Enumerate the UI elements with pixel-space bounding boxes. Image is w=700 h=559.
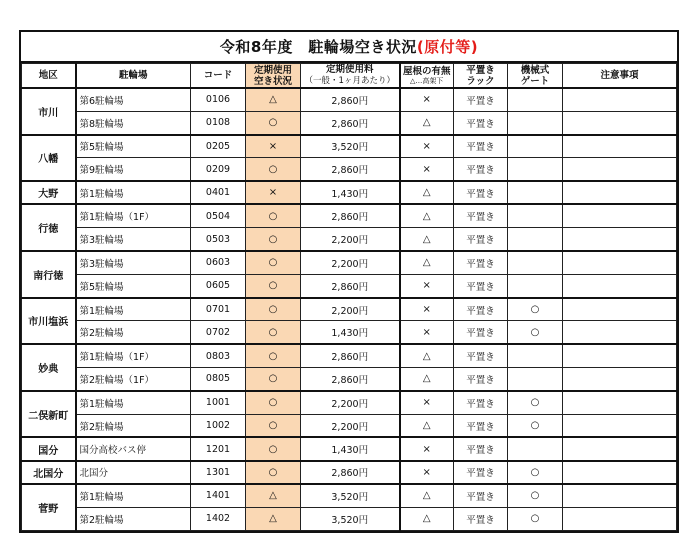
gate-status: ○ xyxy=(508,507,563,530)
table-row xyxy=(22,507,677,530)
parking-name: 第9駐輪場 xyxy=(76,158,191,181)
district-cell: 大野 xyxy=(22,181,76,204)
parking-code: 0401 xyxy=(191,181,246,204)
gate-status xyxy=(508,344,563,367)
monthly-fee: 2,860円 xyxy=(301,344,400,367)
rack-type: 平置き xyxy=(454,391,508,414)
gate-status xyxy=(508,135,563,158)
header-roof xyxy=(400,64,454,89)
table-row xyxy=(22,368,677,391)
notes-cell xyxy=(563,391,677,414)
table-row xyxy=(22,135,677,158)
table-row xyxy=(22,437,677,460)
rack-type: 平置き xyxy=(454,344,508,367)
roof-status: △ xyxy=(400,368,454,391)
parking-name: 第1駐輪場 xyxy=(76,298,191,321)
header-roof-line1: 屋根の有無 xyxy=(402,65,451,77)
roof-status: △ xyxy=(400,414,454,437)
header-price-line1: 定期使用料 xyxy=(325,64,374,75)
rack-type: 平置き xyxy=(454,181,508,204)
table-row xyxy=(22,251,677,274)
parking-name: 第1駐輪場 xyxy=(76,484,191,507)
header-notes: 注意事項 xyxy=(563,64,677,89)
availability-status: △ xyxy=(246,88,301,111)
roof-status: △ xyxy=(400,181,454,204)
parking-name: 第2駐輪場 xyxy=(76,321,191,344)
parking-code: 1002 xyxy=(191,414,246,437)
parking-name: 第1駐輪場（1F） xyxy=(76,204,191,227)
parking-code: 0504 xyxy=(191,204,246,227)
availability-table xyxy=(21,63,677,531)
parking-code: 1301 xyxy=(191,461,246,484)
gate-status: ○ xyxy=(508,484,563,507)
notes-cell xyxy=(563,321,677,344)
availability-sheet xyxy=(19,30,679,533)
rack-type: 平置き xyxy=(454,507,508,530)
gate-status xyxy=(508,204,563,227)
notes-cell xyxy=(563,228,677,251)
parking-name: 第2駐輪場 xyxy=(76,414,191,437)
roof-status: △ xyxy=(400,484,454,507)
roof-status: △ xyxy=(400,507,454,530)
parking-code: 0106 xyxy=(191,88,246,111)
table-row xyxy=(22,321,677,344)
district-cell: 八幡 xyxy=(22,135,76,182)
availability-status: ○ xyxy=(246,414,301,437)
parking-code: 1001 xyxy=(191,391,246,414)
district-cell: 国分 xyxy=(22,437,76,460)
header-flat-line2: ラック xyxy=(466,75,495,87)
district-cell: 菅野 xyxy=(22,484,76,531)
availability-status: ○ xyxy=(246,368,301,391)
district-cell: 妙典 xyxy=(22,344,76,391)
header-gate-line1: 機械式 xyxy=(520,64,550,76)
rack-type: 平置き xyxy=(454,111,508,134)
parking-code: 0205 xyxy=(191,135,246,158)
monthly-fee: 1,430円 xyxy=(301,437,400,460)
parking-name: 第1駐輪場 xyxy=(76,181,191,204)
table-row xyxy=(22,461,677,484)
parking-name: 第1駐輪場 xyxy=(76,391,191,414)
header-gate xyxy=(508,64,563,89)
roof-status: × xyxy=(400,437,454,460)
gate-status xyxy=(508,251,563,274)
table-row xyxy=(22,204,677,227)
table-row xyxy=(22,181,677,204)
parking-code: 0803 xyxy=(191,344,246,367)
parking-name: 第3駐輪場 xyxy=(76,251,191,274)
monthly-fee: 2,860円 xyxy=(301,368,400,391)
rack-type: 平置き xyxy=(454,204,508,227)
roof-status: × xyxy=(400,298,454,321)
notes-cell xyxy=(563,111,677,134)
availability-status: ○ xyxy=(246,391,301,414)
title-main: 令和8年度 駐輪場空き状況 xyxy=(219,38,417,56)
gate-status: ○ xyxy=(508,321,563,344)
roof-status: △ xyxy=(400,251,454,274)
parking-code: 0702 xyxy=(191,321,246,344)
table-body xyxy=(22,88,677,531)
gate-status xyxy=(508,181,563,204)
notes-cell xyxy=(563,251,677,274)
parking-name: 第1駐輪場（1F） xyxy=(76,344,191,367)
rack-type: 平置き xyxy=(454,88,508,111)
availability-status: ○ xyxy=(246,158,301,181)
district-cell: 市川 xyxy=(22,88,76,135)
roof-status: △ xyxy=(400,204,454,227)
notes-cell xyxy=(563,88,677,111)
notes-cell xyxy=(563,437,677,460)
gate-status xyxy=(508,158,563,181)
notes-cell xyxy=(563,461,677,484)
roof-status: × xyxy=(400,321,454,344)
parking-name: 第6駐輪場 xyxy=(76,88,191,111)
parking-code: 0805 xyxy=(191,368,246,391)
notes-cell xyxy=(563,507,677,530)
header-name: 駐輪場 xyxy=(76,64,191,89)
rack-type: 平置き xyxy=(454,228,508,251)
parking-name: 国分高校バス停 xyxy=(76,437,191,460)
monthly-fee: 2,200円 xyxy=(301,298,400,321)
gate-status xyxy=(508,228,563,251)
gate-status: ○ xyxy=(508,391,563,414)
header-roof-line2: △…高架下 xyxy=(410,76,444,85)
parking-name: 第2駐輪場（1F） xyxy=(76,368,191,391)
district-cell: 市川塩浜 xyxy=(22,298,76,345)
notes-cell xyxy=(563,181,677,204)
monthly-fee: 3,520円 xyxy=(301,135,400,158)
table-row xyxy=(22,391,677,414)
monthly-fee: 2,200円 xyxy=(301,228,400,251)
roof-status: × xyxy=(400,135,454,158)
availability-status: ○ xyxy=(246,437,301,460)
rack-type: 平置き xyxy=(454,321,508,344)
table-row xyxy=(22,228,677,251)
roof-status: △ xyxy=(400,111,454,134)
parking-code: 0605 xyxy=(191,274,246,297)
rack-type: 平置き xyxy=(454,368,508,391)
notes-cell xyxy=(563,298,677,321)
notes-cell xyxy=(563,484,677,507)
gate-status: ○ xyxy=(508,461,563,484)
table-row xyxy=(22,414,677,437)
rack-type: 平置き xyxy=(454,484,508,507)
parking-name: 第5駐輪場 xyxy=(76,135,191,158)
availability-status: ○ xyxy=(246,228,301,251)
rack-type: 平置き xyxy=(454,251,508,274)
availability-status: × xyxy=(246,181,301,204)
header-status-line2: 空き状況 xyxy=(253,75,292,87)
parking-name: 第2駐輪場 xyxy=(76,507,191,530)
monthly-fee: 2,860円 xyxy=(301,461,400,484)
parking-code: 0209 xyxy=(191,158,246,181)
table-row xyxy=(22,111,677,134)
notes-cell xyxy=(563,158,677,181)
header-code: コード xyxy=(191,64,246,89)
monthly-fee: 2,200円 xyxy=(301,251,400,274)
table-row xyxy=(22,158,677,181)
parking-code: 0701 xyxy=(191,298,246,321)
notes-cell xyxy=(563,204,677,227)
notes-cell xyxy=(563,368,677,391)
header-price xyxy=(301,64,400,89)
monthly-fee: 1,430円 xyxy=(301,181,400,204)
rack-type: 平置き xyxy=(454,414,508,437)
monthly-fee: 2,200円 xyxy=(301,391,400,414)
rack-type: 平置き xyxy=(454,274,508,297)
roof-status: × xyxy=(400,158,454,181)
monthly-fee: 1,430円 xyxy=(301,321,400,344)
monthly-fee: 2,860円 xyxy=(301,204,400,227)
parking-code: 1402 xyxy=(191,507,246,530)
monthly-fee: 3,520円 xyxy=(301,507,400,530)
parking-code: 0603 xyxy=(191,251,246,274)
availability-status: ○ xyxy=(246,344,301,367)
roof-status: × xyxy=(400,461,454,484)
monthly-fee: 2,860円 xyxy=(301,274,400,297)
monthly-fee: 2,860円 xyxy=(301,158,400,181)
header-flat xyxy=(454,64,508,89)
gate-status xyxy=(508,88,563,111)
parking-code: 1401 xyxy=(191,484,246,507)
gate-status xyxy=(508,368,563,391)
rack-type: 平置き xyxy=(454,158,508,181)
table-row xyxy=(22,274,677,297)
parking-code: 0503 xyxy=(191,228,246,251)
sheet-title xyxy=(21,32,677,63)
gate-status xyxy=(508,274,563,297)
availability-status: △ xyxy=(246,484,301,507)
availability-status: ○ xyxy=(246,321,301,344)
rack-type: 平置き xyxy=(454,461,508,484)
rack-type: 平置き xyxy=(454,298,508,321)
notes-cell xyxy=(563,274,677,297)
gate-status: ○ xyxy=(508,298,563,321)
availability-status: ○ xyxy=(246,461,301,484)
header-row xyxy=(22,64,677,89)
gate-status xyxy=(508,111,563,134)
header-status-line1: 定期使用 xyxy=(253,64,292,76)
table-row xyxy=(22,484,677,507)
roof-status: △ xyxy=(400,344,454,367)
district-cell: 南行徳 xyxy=(22,251,76,298)
notes-cell xyxy=(563,344,677,367)
roof-status: × xyxy=(400,88,454,111)
table-row xyxy=(22,298,677,321)
header-gate-line2: ゲート xyxy=(520,75,550,87)
availability-status: ○ xyxy=(246,111,301,134)
gate-status xyxy=(508,437,563,460)
availability-status: ○ xyxy=(246,251,301,274)
availability-status: ○ xyxy=(246,204,301,227)
parking-name: 第5駐輪場 xyxy=(76,274,191,297)
availability-status: ○ xyxy=(246,298,301,321)
district-cell: 北国分 xyxy=(22,461,76,484)
notes-cell xyxy=(563,135,677,158)
monthly-fee: 2,860円 xyxy=(301,88,400,111)
district-cell: 行徳 xyxy=(22,204,76,251)
parking-code: 1201 xyxy=(191,437,246,460)
roof-status: × xyxy=(400,274,454,297)
monthly-fee: 2,200円 xyxy=(301,414,400,437)
rack-type: 平置き xyxy=(454,135,508,158)
roof-status: △ xyxy=(400,228,454,251)
parking-code: 0108 xyxy=(191,111,246,134)
monthly-fee: 2,860円 xyxy=(301,111,400,134)
table-row xyxy=(22,88,677,111)
roof-status: × xyxy=(400,391,454,414)
title-accent: (原付等) xyxy=(416,38,479,56)
availability-status: △ xyxy=(246,507,301,530)
district-cell: 二俣新町 xyxy=(22,391,76,438)
gate-status: ○ xyxy=(508,414,563,437)
header-status xyxy=(246,64,301,89)
parking-name: 第3駐輪場 xyxy=(76,228,191,251)
table-row xyxy=(22,344,677,367)
header-flat-line1: 平置き xyxy=(466,64,495,76)
header-price-line2: （一般・1ヶ月あたり） xyxy=(304,76,395,86)
availability-status: × xyxy=(246,135,301,158)
header-district: 地区 xyxy=(22,64,76,89)
notes-cell xyxy=(563,414,677,437)
rack-type: 平置き xyxy=(454,437,508,460)
parking-name: 北国分 xyxy=(76,461,191,484)
monthly-fee: 3,520円 xyxy=(301,484,400,507)
availability-status: ○ xyxy=(246,274,301,297)
parking-name: 第8駐輪場 xyxy=(76,111,191,134)
